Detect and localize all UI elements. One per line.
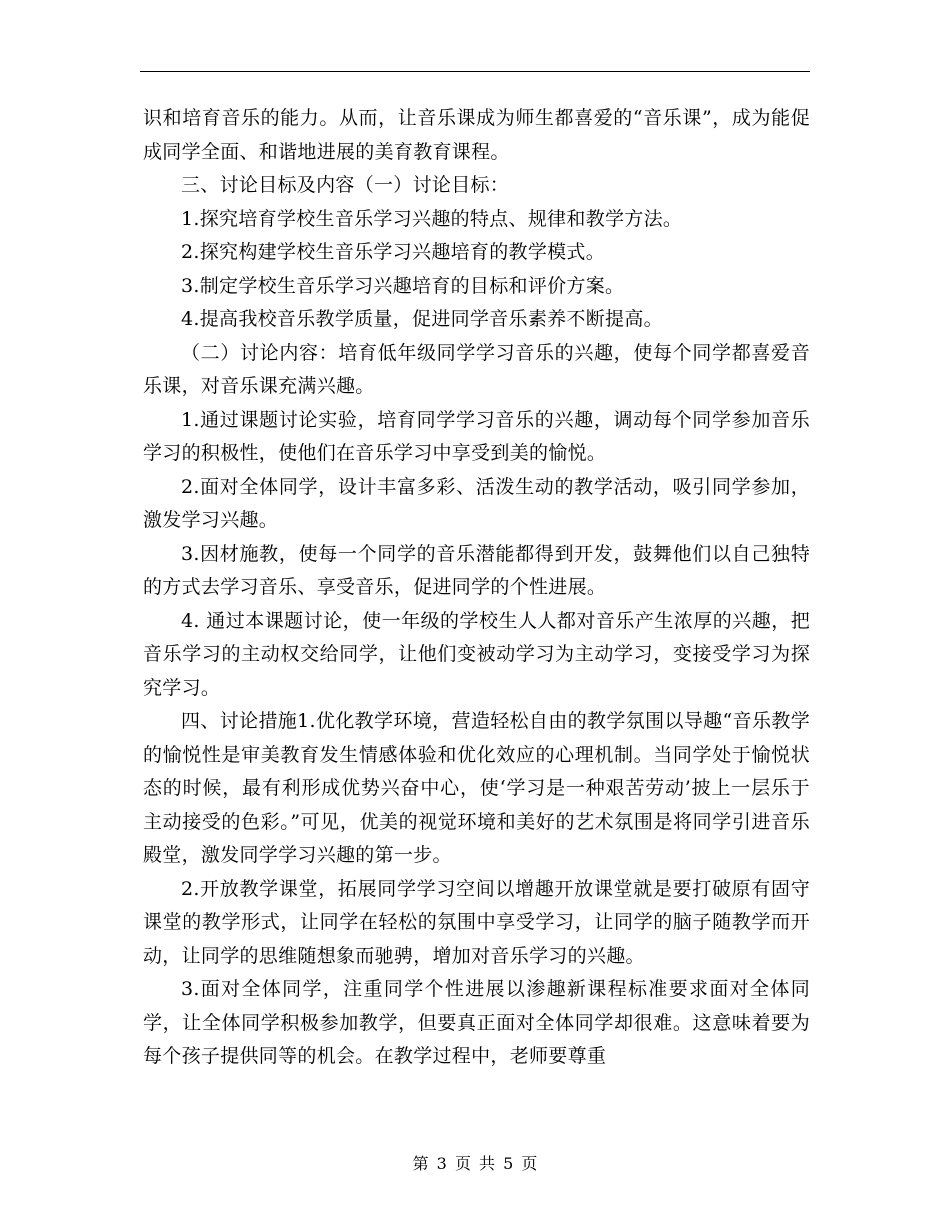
list-item: 4. 通过本课题讨论，使一年级的学校生人人都对音乐产生浓厚的兴趣，把音乐学习的主动权交给同学，让他们变被动学习为主动学习，变接受学习为探究学习。 <box>143 609 810 699</box>
page-number-footer: 第 3 页 共 5 页 <box>412 1154 538 1173</box>
list-item: 2.面对全体同学，设计丰富多彩、活泼生动的教学活动，吸引同学参加，激发学习兴趣。 <box>143 475 810 531</box>
list-item: 3.制定学校生音乐学习兴趣培育的目标和评价方案。 <box>181 274 625 297</box>
list-item: 4.提高我校音乐教学质量，促进同学音乐素养不断提高。 <box>181 308 663 330</box>
list-item: 1.探究培育学校生音乐学习兴趣的特点、规律和教学方法。 <box>181 207 683 230</box>
list-item: 2.探究构建学校生音乐学习兴趣培育的教学模式。 <box>181 241 606 263</box>
section-heading-objectives: 三、讨论目标及内容（一）讨论目标： <box>181 174 510 196</box>
document-body <box>143 102 810 1074</box>
paragraph: 识和培育音乐的能力。从而，让音乐课成为师生都喜爱的“音乐课”，成为能促成同学全面、和谐地进展的美育教育课程。 <box>143 107 810 163</box>
list-item: 1.通过课题讨论实验，培育同学学习音乐的兴趣，调动每个同学参加音乐学习的积极性，使他们在音乐学习中享受到美的愉悦。 <box>143 408 810 464</box>
list-item: 2.开放教学课堂，拓展同学学习空间以增趣开放课堂就是要打破原有固守课堂的教学形式，让同学在轻松的氛围中享受学习，让同学的脑子随教学而开动，让同学的思维随想象而驰骋，增加对音乐学习的兴趣。 <box>143 877 810 967</box>
list-item: 3.因材施教，使每一个同学的音乐潜能都得到开发，鼓舞他们以自己独特的方式去学习音乐、享受音乐，促进同学的个性进展。 <box>143 542 810 598</box>
list-item: 3.面对全体同学，注重同学个性进展以渗趣新课程标准要求面对全体同学，让全体同学积极参加教学，但要真正面对全体同学却很难。这意味着要为每个孩子提供同等的机会。在教学过程中，老师要尊重 <box>143 978 810 1067</box>
section-heading-measures: 四、讨论措施1.优化教学环境，营造轻松自由的教学氛围以导趣“音乐教学的愉悦性是审美教育发生情感体验和优化效应的心理机制。当同学处于愉悦状态的时候，最有利形成优势兴奋中心，使‘学习是一种艰苦劳动’披上一层乐于主动接受的色彩。”可见，优美的视觉环境和美好的艺术氛围是将同学引进音乐殿堂，激发同学学习兴趣的第一步。 <box>143 710 810 866</box>
section-heading-content: （二）讨论内容：培育低年级同学学习音乐的兴趣，使每个同学都喜爱音乐课，对音乐课充满兴趣。 <box>143 341 810 397</box>
header-rule <box>140 71 810 72</box>
